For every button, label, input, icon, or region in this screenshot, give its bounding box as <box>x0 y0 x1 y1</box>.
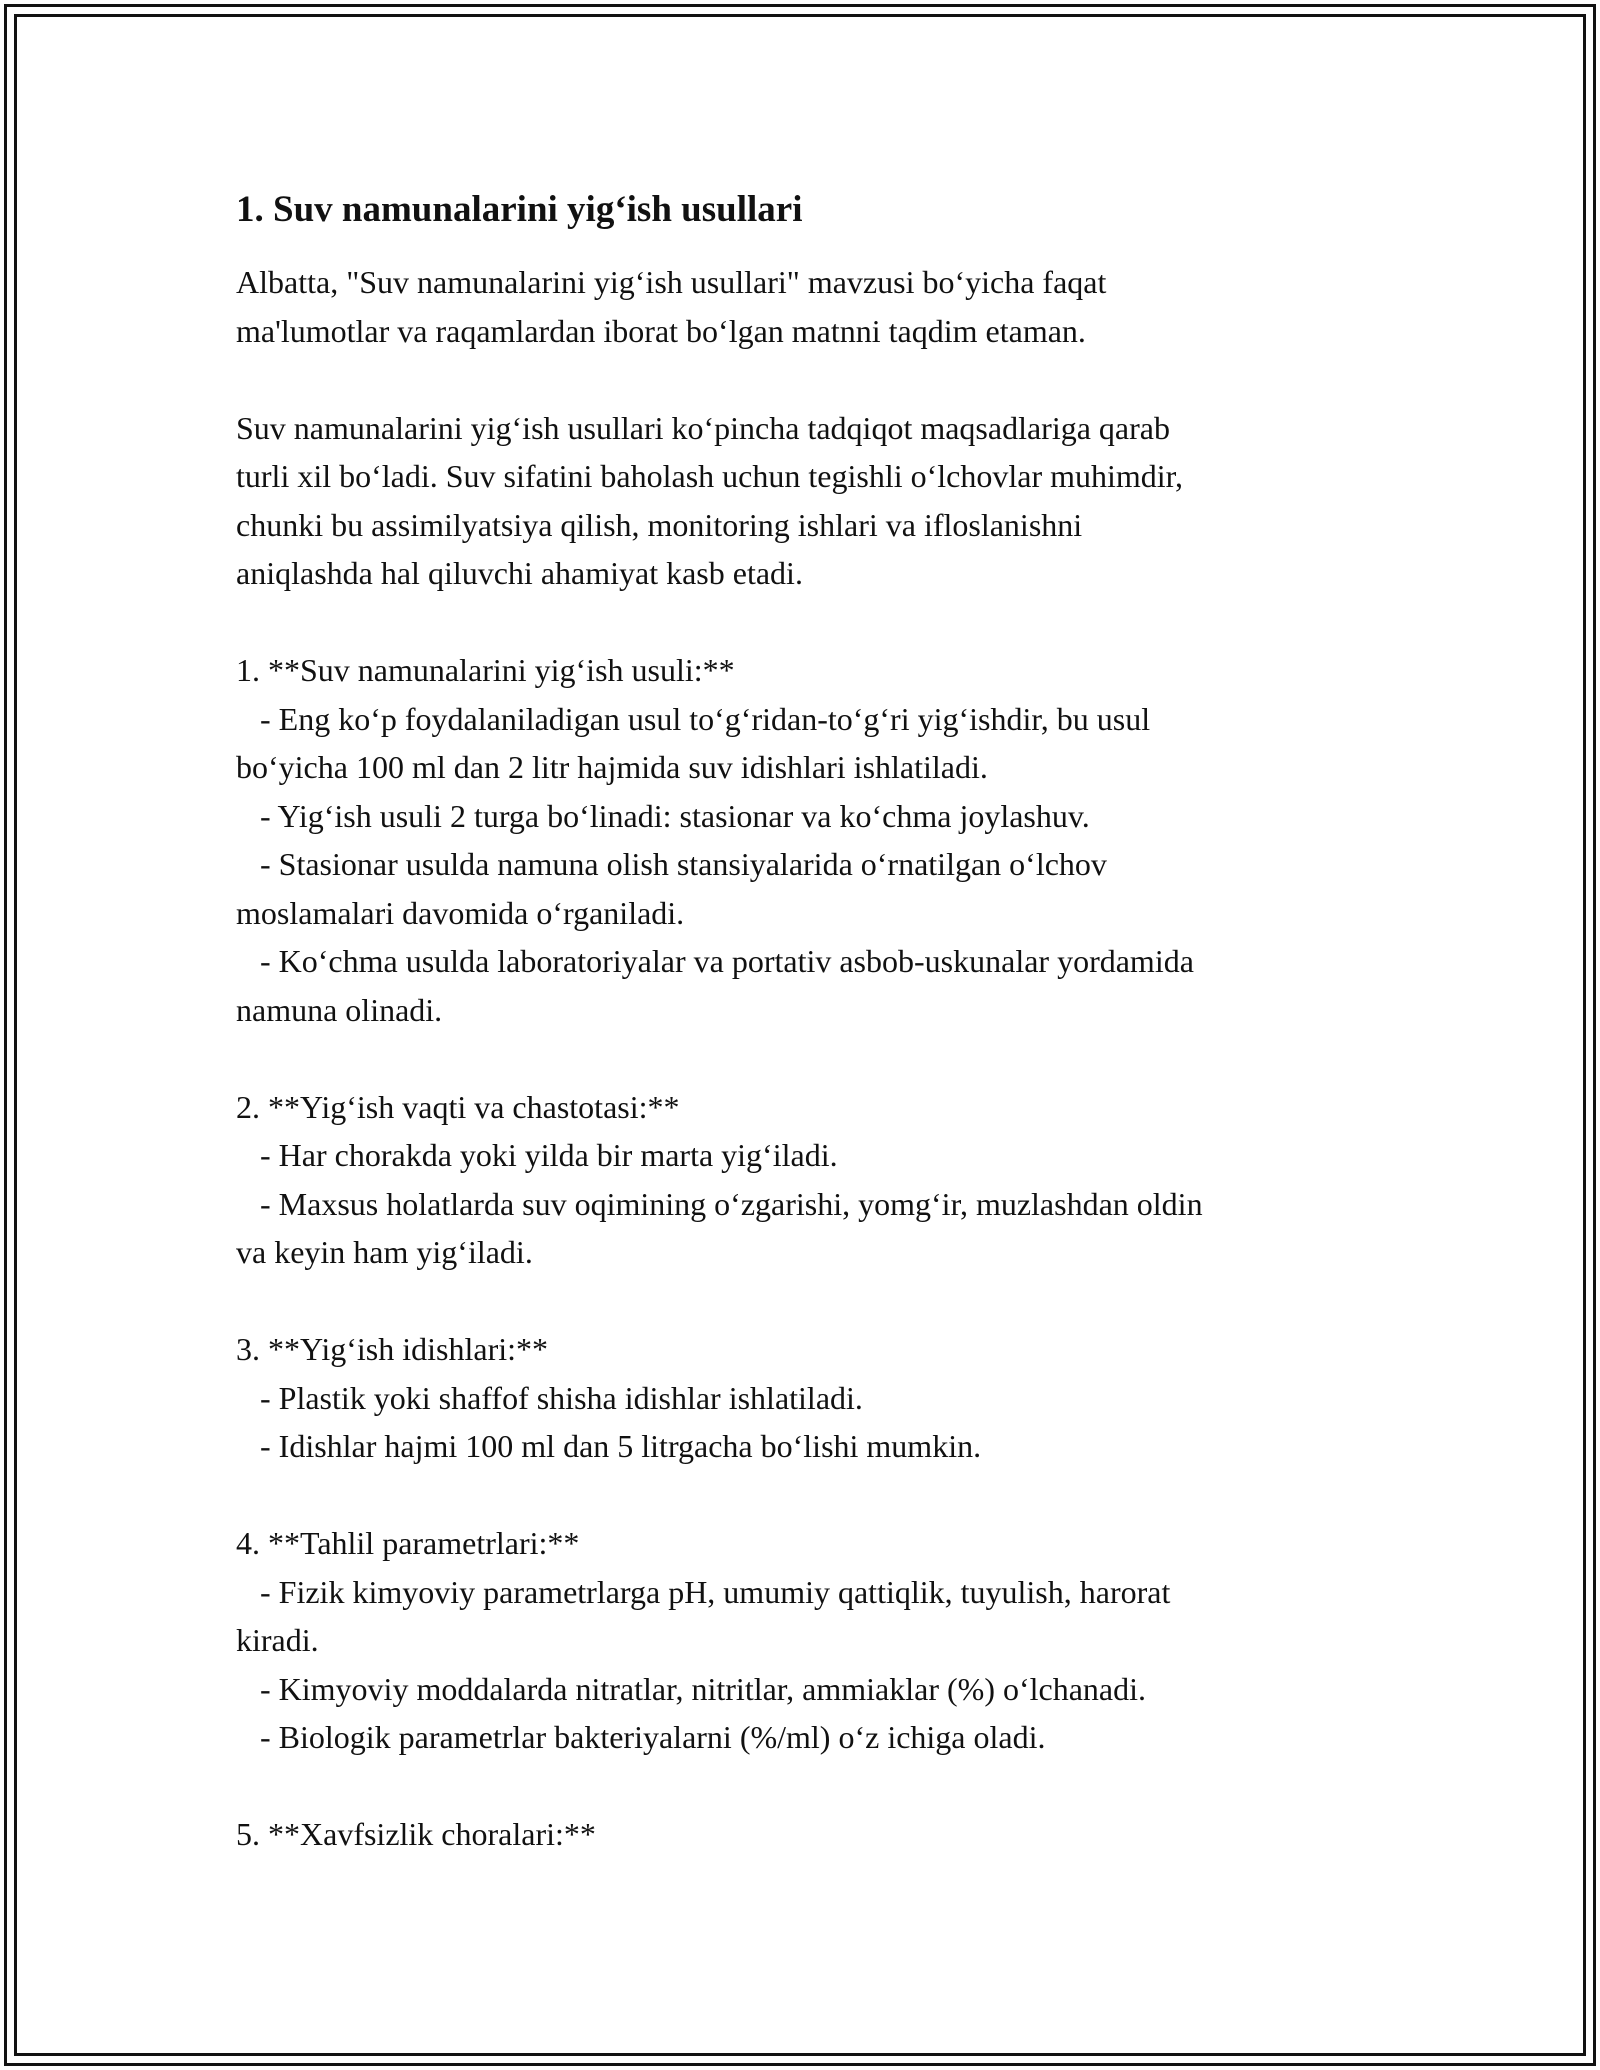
intro-paragraph: Albatta, "Suv namunalarini yig‘ish usullari" mavzusi bo‘yicha faqat ma'lumotlar va raqamlardan iborat bo‘lgan matnni taqdim etaman. <box>236 264 1107 349</box>
paragraph-spacer <box>236 1471 1366 1520</box>
paragraph-spacer <box>236 598 1366 647</box>
paragraph-spacer <box>236 1277 1366 1326</box>
document-body <box>236 186 1366 1859</box>
section-collection-time: 2. **Yig‘ish vaqti va chastotasi:** - Har chorakda yoki yilda bir marta yig‘iladi. - Maxsus holatlarda suv oqimining o‘zgarishi, yomg‘ir, muzlashdan oldin va keyin ham yig‘iladi. <box>236 1088 1203 1270</box>
paragraph-spacer <box>236 1762 1366 1811</box>
section-collection-method: 1. **Suv namunalarini yig‘ish usuli:** - Eng ko‘p foydalaniladigan usul to‘g‘ridan-to‘g‘ri yig‘ishdir, bu usul bo‘yicha 100 ml dan 2 litr hajmida suv idishlari ishlatiladi. - Yig‘ish usuli 2 turga bo‘linadi: stasionar va ko‘chma joylashuv. - Stasionar usulda namuna olish stansiyalarida o‘rnatilgan o‘lchov moslamalari davomida o‘rganiladi. - Ko‘chma usulda laboratoriyalar va portativ asbob-uskunalar yordamida namuna olinadi. <box>236 652 1194 1028</box>
section-containers: 3. **Yig‘ish idishlari:** - Plastik yoki shaffof shisha idishlar ishlatiladi. - Idishlar hajmi 100 ml dan 5 litrgacha bo‘lishi mumkin. <box>236 1331 982 1464</box>
section-safety-measures: 5. **Xavfsizlik choralari:** <box>236 1816 596 1852</box>
overview-paragraph: Suv namunalarini yig‘ish usullari ko‘pincha tadqiqot maqsadlariga qarab turli xil bo‘ladi. Suv sifatini baholash uchun tegishli o‘lchovlar muhimdir, chunki bu assimilyatsiya qilish, monitoring ishlari va ifloslanishni aniqlashda hal qiluvchi ahamiyat kasb etadi. <box>236 409 1184 591</box>
section-analysis-parameters: 4. **Tahlil parametrlari:** - Fizik kimyoviy parametrlarga pH, umumiy qattiqlik, tuyulish, harorat kiradi. - Kimyoviy moddalarda nitratlar, nitritlar, ammiaklar (%) o‘lchanadi. - Biologik parametrlar bakteriyalarni (%/ml) o‘z ichiga oladi. <box>236 1525 1171 1755</box>
document-title: 1. Suv namunalarini yig‘ish usullari <box>236 189 803 230</box>
paragraph-spacer <box>236 355 1366 404</box>
paragraph-spacer <box>236 1034 1366 1083</box>
